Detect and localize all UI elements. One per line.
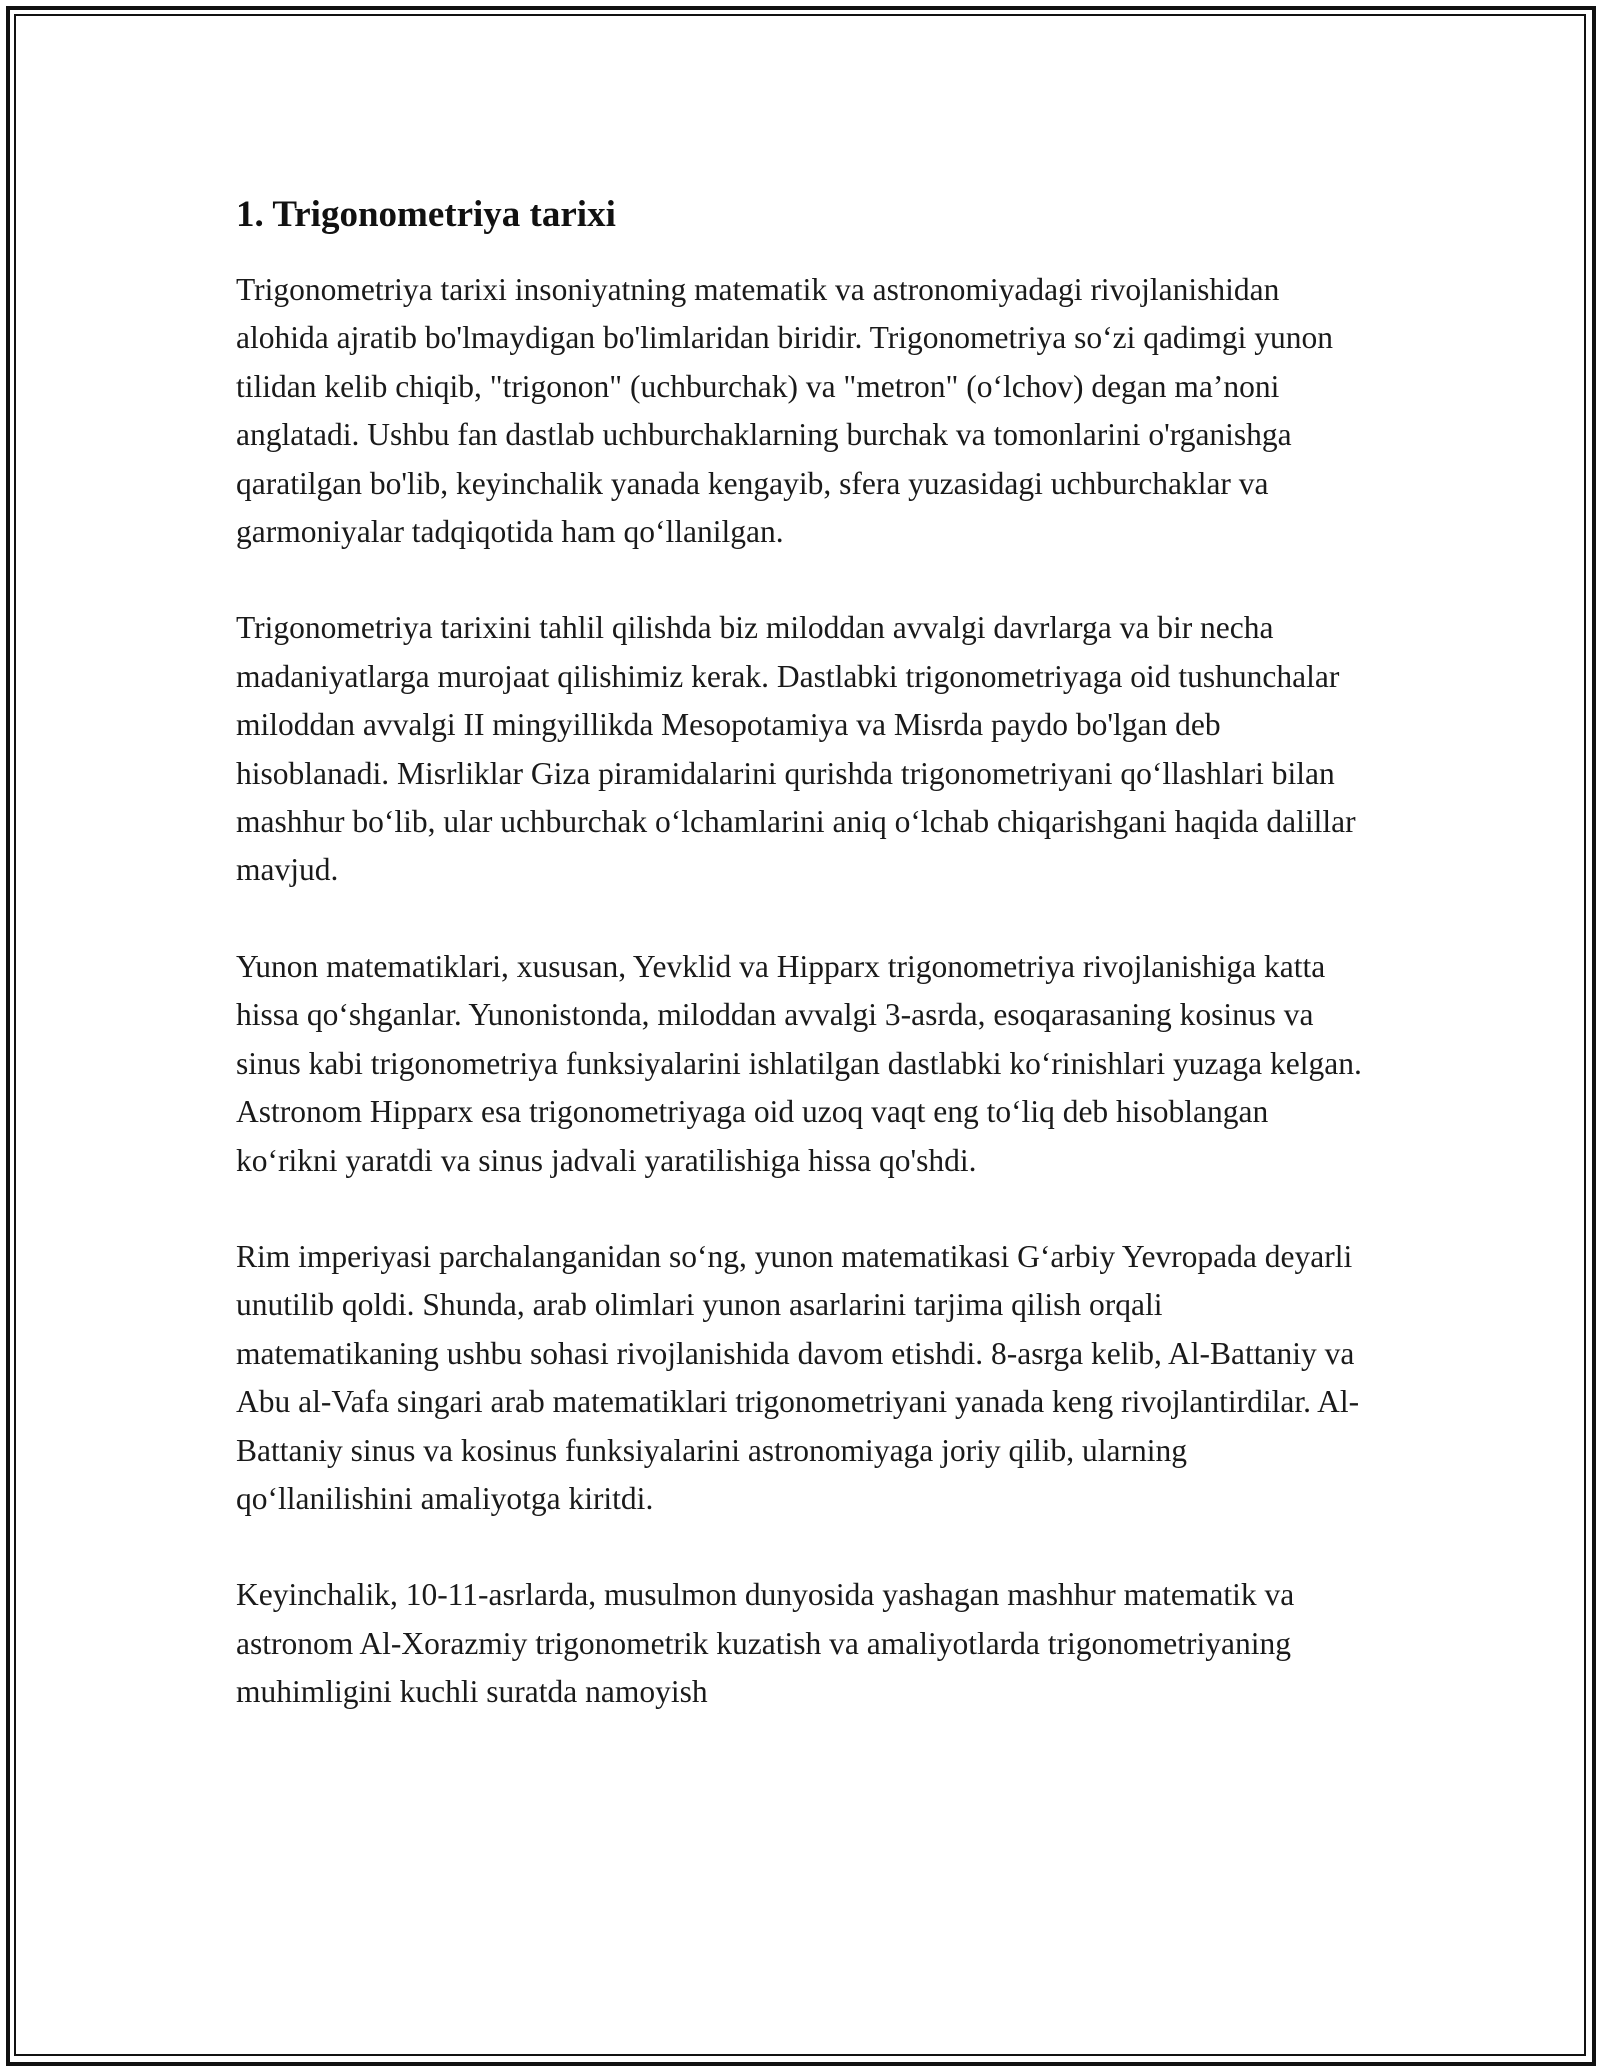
paragraph-5: Keyinchalik, 10-11-asrlarda, musulmon dunyosida yashagan mashhur matematik va astronom Al-Xorazmiy trigonometrik kuzatish va amaliyotlarda trigonometriyaning muhimligini kuchli suratda namoyish bbox=[236, 1577, 1295, 1710]
paragraph-3: Yunon matematiklari, xususan, Yevklid va Hipparx trigonometriya rivojlanishiga katta hissa qo‘shganlar. Yunonistonda, miloddan avvalgi 3-asrda, esoqarasaning kosinus va sinus kabi trigonometriya funksiyalarini ishlatilgan dastlabki ko‘rinishlari yuzaga kelgan. Astronom Hipparx esa trigonometriyaga oid uzoq vaqt eng to‘liq deb hisoblangan ko‘rikni yaratdi va sinus jadvali yaratilishiga hissa qo'shdi. bbox=[236, 948, 1362, 1178]
document-body bbox=[236, 186, 1366, 1717]
paragraph-2: Trigonometriya tarixini tahlil qilishda biz miloddan avvalgi davrlarga va bir necha madaniyatlarga murojaat qilishimiz kerak. Dastlabki trigonometriyaga oid tushunchalar miloddan avvalgi II mingyillikda Mesopotamiya va Misrda paydo bo'lgan deb hisoblanadi. Misrliklar Giza piramidalarini qurishda trigonometriyani qo‘llashlari bilan mashhur bo‘lib, ular uchburchak o‘lchamlarini aniq o‘lchab chiqarishgani haqida dalillar mavjud. bbox=[236, 610, 1356, 888]
paragraph-4: Rim imperiyasi parchalanganidan so‘ng, yunon matematikasi G‘arbiy Yevropada deyarli unutilib qoldi. Shunda, arab olimlari yunon asarlarini tarjima qilish orqali matematikaning ushbu sohasi rivojlanishida davom etishdi. 8-asrga kelib, Al-Battaniy va Abu al-Vafa singari arab matematiklari trigonometriyani yanada keng rivojlantirdilar. Al-Battaniy sinus va kosinus funksiyalarini astronomiyaga joriy qilib, ularning qo‘llanilishini amaliyotga kiritdi. bbox=[236, 1238, 1360, 1516]
section-title: 1. Trigonometriya tarixi bbox=[236, 194, 616, 235]
paragraph-1: Trigonometriya tarixi insoniyatning matematik va astronomiyadagi rivojlanishidan alohida ajratib bo'lmaydigan bo'limlaridan biridir. Trigonometriya so‘zi qadimgi yunon tilidan kelib chiqib, "trigonon" (uchburchak) va "metron" (o‘lchov) degan ma’noni anglatadi. Ushbu fan dastlab uchburchaklarning burchak va tomonlarini o'rganishga qaratilgan bo'lib, keyinchalik yanada kengayib, sfera yuzasidagi uchburchaklar va garmoniyalar tadqiqotida ham qo‘llanilgan. bbox=[236, 272, 1334, 550]
